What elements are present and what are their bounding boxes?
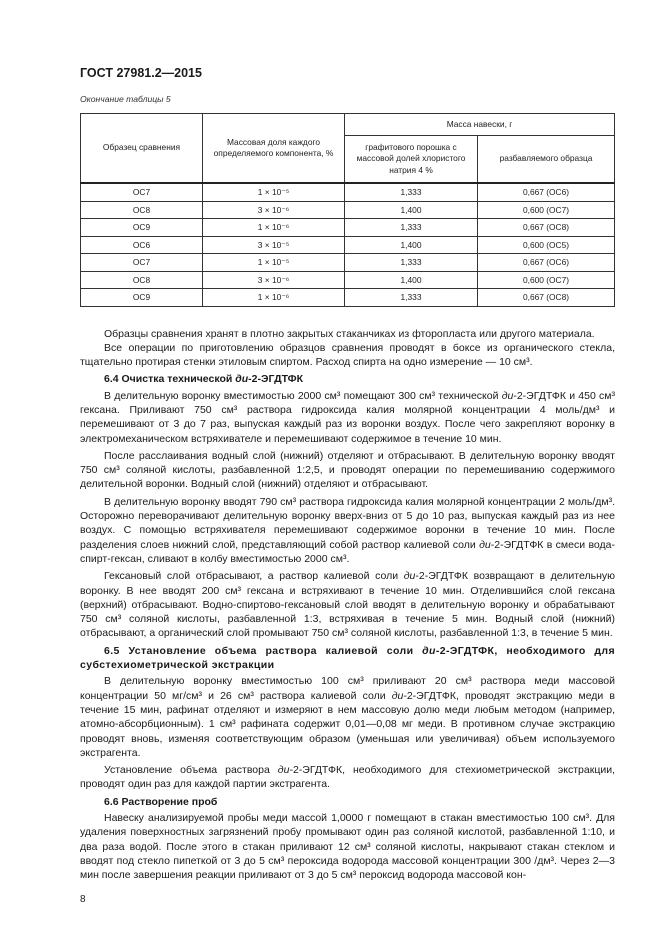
section-heading [80, 372, 615, 386]
cell-sample: ОС7 [81, 183, 203, 201]
cell-diluted-mass: 0,667 (ОС8) [478, 289, 615, 307]
table-row [81, 254, 615, 272]
text-segment: В делительную воронку вместимостью 100 см³ приливают 20 см³ раствора меди массовой концентрации 50 мг/см³ и 26 см³ раствора калиевой соли [80, 675, 615, 702]
text-segment: Все операции по приготовлению образцов сравнения проводят в боксе из органического стекла, тщательно протирая стенки этиловым спиртом. Расход спирта на одно измерение — 10 см³. [80, 341, 615, 369]
text-segment: После расслаивания водный слой (нижний) отделяют и отбрасывают. В делительную воронку вводят 750 см³ соляной кислоты, разбавленной 1:2,5, и проводят операции по перемешиванию содержимого делительной воронки. Водный слой (нижний) отделяют и отбрасывают. [80, 449, 615, 491]
header-graphite: графитового порошка с массовой долей хлористого натрия 4 % [345, 136, 478, 184]
header-diluted: разбавляемого образца [478, 136, 615, 184]
cell-fraction: 3 × 10⁻⁶ [203, 271, 345, 289]
text-segment: Гексановый слой отбрасывают, а раствор калиевой соли [104, 570, 404, 583]
paragraph [80, 341, 615, 370]
paragraph [80, 569, 615, 640]
header-mass-group: Масса навески, г [345, 114, 615, 136]
text-segment: -2-ЭГДТФК возвращают в делительную воронку. В нее вводят 200 см³ гексана и встряхивают в течение 10 мин. Отделившийся слой гексана (верхний) отбрасывают. Водно-спиртово-гексановый слой вводят в делительную воронку и обрабатывают 750 см³ соляной кислоты, разбавленной 1:3, встряхивая в течение 5 мин. Водный слой (нижний) отбрасывают, а органический слой промывают 750 см³ соляной кислоты, разбавленной 1:3, в течение 5 мин. [80, 570, 615, 640]
cell-sample: ОС8 [81, 201, 203, 219]
cell-graphite-mass: 1,400 [345, 236, 478, 254]
text-segment: 6.5 Установление объема раствора калиевой соли [104, 644, 423, 657]
cell-sample: ОС7 [81, 254, 203, 272]
text-segment: -2-ЭГДТФК, необходимого для стехиометрической экстракции, проводят один раз для каждой партии экстрагента. [80, 764, 615, 791]
italic-prefix: ди [235, 373, 249, 386]
table-row [81, 183, 615, 201]
text-segment: Установление объема раствора [104, 764, 278, 777]
table-row [81, 289, 615, 307]
cell-graphite-mass: 1,333 [345, 219, 478, 237]
text-segment: -2-ЭГДТФК, необходимого для субстехиометрической экстракции [80, 644, 616, 672]
cell-fraction: 1 × 10⁻⁶ [203, 219, 345, 237]
cell-graphite-mass: 1,400 [345, 201, 478, 219]
paragraph [80, 449, 615, 492]
cell-sample: ОС6 [81, 236, 203, 254]
table-caption: Окончание таблицы 5 [80, 94, 171, 104]
cell-fraction: 1 × 10⁻⁶ [203, 289, 345, 307]
paragraph [80, 763, 615, 792]
italic-prefix: ди [391, 689, 404, 702]
italic-prefix: ди [422, 644, 436, 657]
text-segment: В делительную воронку вводят 790 см³ раствора гидроксида калия молярной концентрации 2 моль/дм³. Осторожно переворачивают делительную воронку вверх-вниз от 5 до 10 раз, выпуская каждый раз из нее воздух. С помощью встряхивателя перемешивают содержимое воронки в течение 10 мин. После разделения слоев нижний слой, представляющий собой раствор калиевой соли [80, 495, 615, 551]
italic-prefix: ди [479, 538, 491, 551]
document-title: ГОСТ 27981.2—2015 [80, 66, 202, 80]
cell-sample: ОС9 [81, 219, 203, 237]
header-fraction: Массовая доля каждого определяемого компонента, % [203, 114, 345, 184]
cell-diluted-mass: 0,667 (ОС6) [478, 183, 615, 201]
table-row [81, 201, 615, 219]
italic-prefix: ди [403, 570, 416, 583]
section-heading [80, 795, 615, 809]
cell-diluted-mass: 0,600 (ОС7) [478, 201, 615, 219]
cell-graphite-mass: 1,333 [345, 183, 478, 201]
cell-diluted-mass: 0,667 (ОС6) [478, 254, 615, 272]
cell-diluted-mass: 0,667 (ОС8) [478, 219, 615, 237]
text-segment: -2-ЭГДТФК, проводят экстракцию меди в течение 15 мин, рафинат отделяют и измеряют в нем массовую долю меди любым методом (например, атомно-абсорбционным). 1 см³ рафината содержит 0,01—0,08 мг меди. В противном случае экстракцию проводят вновь, изменяя соответствующим образом (уменьшая или увеличивая) объем используемого экстрагента. [80, 689, 615, 759]
page-content [80, 113, 615, 936]
text-segment: Образцы сравнения хранят в плотно закрытых стаканчиках из фторопласта или другого материала. [104, 327, 595, 340]
table-row [81, 219, 615, 237]
italic-prefix: ди [277, 764, 290, 777]
paragraph [80, 389, 615, 446]
text-segment: Навеску анализируемой пробы меди массой 1,0000 г помещают в стакан вместимостью 100 см³. Для удаления поверхностных загрязнений пробу промывают один раз соляной кислотой, разбавленной 1:10, и два раза водой. После этого в стакан приливают 12 см³ соляной кислоты, накрывают стакан стеклом и вводят под стекло пипеткой от 3 до 5 см³ пероксида водорода массовой концентрации 300 /дм³. Через 2—3 мин после завершения реакции приливают от 3 до 5 см³ пероксид водорода массовой кон- [80, 812, 615, 882]
table-row [81, 236, 615, 254]
cell-graphite-mass: 1,400 [345, 271, 478, 289]
paragraph [80, 327, 615, 341]
text-segment: -2-ЭГДТФК и 450 см³ гексана. Приливают 750 см³ раствора гидроксида калия молярной концентрации 4 моль/дм³ и перемешивают от 3 до 7 раз, выпуская каждый раз из воронки воздух. После чего закрепляют воронку в электромеханическом встряхивателе и перемешивают содержимое в течение 10 мин. [80, 389, 615, 445]
cell-fraction: 1 × 10⁻⁵ [203, 254, 345, 272]
cell-diluted-mass: 0,600 (ОС5) [478, 236, 615, 254]
cell-graphite-mass: 1,333 [345, 289, 478, 307]
page-number: 8 [80, 894, 86, 906]
italic-prefix: ди [501, 389, 514, 402]
section-heading [80, 644, 615, 673]
paragraph [80, 495, 615, 566]
text-segment: В делительную воронку вместимостью 2000 см³ помещают 300 см³ технической [104, 389, 502, 402]
cell-fraction: 3 × 10⁻⁶ [203, 201, 345, 219]
cell-fraction: 1 × 10⁻⁵ [203, 183, 345, 201]
document-body [80, 327, 615, 883]
text-segment: 6.4 Очистка технической [104, 373, 236, 386]
table-row [81, 271, 615, 289]
cell-sample: ОС8 [81, 271, 203, 289]
text-segment: -2-ЭГДТФК [248, 373, 304, 386]
paragraph [80, 811, 615, 882]
text-segment: 6.6 Растворение проб [104, 795, 218, 808]
cell-fraction: 3 × 10⁻⁵ [203, 236, 345, 254]
cell-diluted-mass: 0,600 (ОС7) [478, 271, 615, 289]
cell-graphite-mass: 1,333 [345, 254, 478, 272]
cell-sample: ОС9 [81, 289, 203, 307]
text-segment: -2-ЭГДТФК в смеси вода-спирт-гексан, сливают в колбу вместимостью 2000 см³. [80, 538, 615, 565]
header-sample: Образец сравнения [81, 114, 203, 184]
reference-samples-table [80, 113, 615, 307]
paragraph [80, 674, 615, 760]
